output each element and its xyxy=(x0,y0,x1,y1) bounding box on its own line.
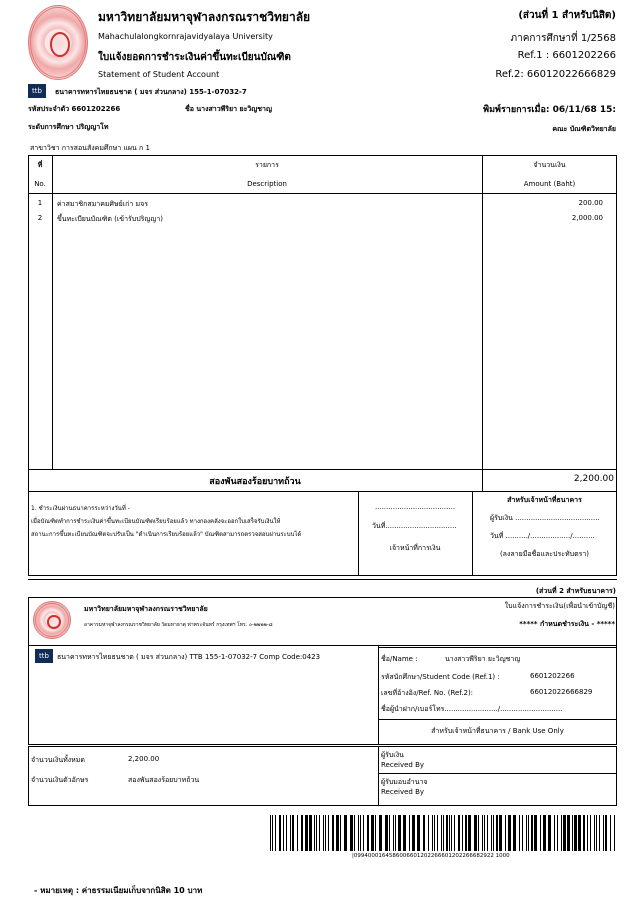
barcode-bar xyxy=(548,815,551,851)
note-line: 1. ชำระเงินผ่านธนาคารระหว่างวันที่ - xyxy=(31,505,130,512)
received-en: Received By xyxy=(381,761,425,769)
university-name-th-2: มหาวิทยาลัยมหาจุฬาลงกรณราชวิทยาลัย xyxy=(84,605,208,613)
barcode-bar xyxy=(290,815,291,851)
barcode-bar xyxy=(379,815,382,851)
bank-use-only: สำหรับเจ้าหน้าที่ธนาคาร / Bank Use Only xyxy=(431,727,564,735)
total-text: สองพันสองร้อยบาทถ้วน xyxy=(209,477,301,487)
barcode-bar xyxy=(508,815,511,851)
barcode-bar xyxy=(286,815,287,851)
divider xyxy=(28,469,617,470)
part-label: (ส่วนที่ 1 สำหรับนิสิต) xyxy=(518,10,616,21)
barcode-bar xyxy=(398,815,401,851)
barcode-bar xyxy=(446,815,448,851)
ref-value: 66012022666829 xyxy=(530,688,593,696)
barcode-bar xyxy=(316,815,317,851)
barcode-bar xyxy=(363,815,364,851)
barcode-bar xyxy=(528,815,529,851)
barcode-bar xyxy=(332,815,334,851)
barcode-bar xyxy=(449,815,450,851)
divider xyxy=(52,155,53,469)
barcode-bar xyxy=(526,815,527,851)
col-desc-en: Description xyxy=(247,180,287,188)
barcode-bar xyxy=(474,815,477,851)
barcode xyxy=(270,815,615,851)
received-by xyxy=(381,750,424,770)
barcode-bar xyxy=(554,815,555,851)
barcode-bar xyxy=(441,815,442,851)
barcode-bar xyxy=(468,815,471,851)
barcode-bar xyxy=(519,815,520,851)
divider xyxy=(378,746,379,806)
barcode-bar xyxy=(458,815,460,851)
row-no: 2 xyxy=(37,214,43,222)
barcode-bar xyxy=(437,815,438,851)
barcode-bar xyxy=(360,815,361,851)
barcode-bar xyxy=(443,815,444,851)
officer-signature-line: .................................... xyxy=(374,503,456,511)
divider xyxy=(482,155,483,491)
divider xyxy=(28,645,617,646)
barcode-bar xyxy=(543,815,546,851)
barcode-bar xyxy=(499,815,502,851)
barcode-bar xyxy=(531,815,533,851)
note-line: เมื่อบัณฑิตทำการชำระเงินค่าขึ้นทะเบียนบัณฑิตเรียบร้อยแล้ว ทางกองคลังจะออกใบเสร็จรับเงินให้ xyxy=(31,518,281,525)
slip-title: ใบแจ้งการชำระเงิน(เพื่อนำเข้าบัญชี) xyxy=(504,602,615,610)
total-label: จำนวนเงินทั้งหมด xyxy=(31,756,85,764)
barcode-bar xyxy=(451,815,452,851)
barcode-bar xyxy=(484,815,485,851)
barcode-bar xyxy=(389,815,390,851)
barcode-bar xyxy=(409,815,410,851)
payment-notes xyxy=(31,502,301,541)
barcode-bar xyxy=(594,815,595,851)
student-code-label: รหัสนักศึกษา/Student Code (Ref.1) : xyxy=(381,673,500,681)
barcode-bar xyxy=(319,815,320,851)
barcode-bar xyxy=(314,815,315,851)
received-th: ผู้รับเงิน xyxy=(381,751,404,759)
name-value: นางสาวพีริยา ยะวิญชาญ xyxy=(445,655,521,663)
cut-line xyxy=(28,579,617,580)
barcode-bar xyxy=(599,815,600,851)
barcode-bar xyxy=(603,815,604,851)
barcode-bar xyxy=(275,815,276,851)
divider xyxy=(28,491,617,492)
divider xyxy=(28,193,617,194)
divider xyxy=(378,719,617,720)
row-description: ค่าสมาชิกสมาคมศิษย์เก่า มจร xyxy=(57,200,148,208)
barcode-bar xyxy=(572,815,573,851)
bank-officer-title: สำหรับเจ้าหน้าที่ธนาคาร xyxy=(507,496,582,504)
barcode-bar xyxy=(279,815,281,851)
university-seal xyxy=(28,5,88,80)
education-level: ระดับการศึกษา ปริญญาโท xyxy=(28,123,109,131)
barcode-bar xyxy=(350,815,353,851)
barcode-bar xyxy=(371,815,374,851)
col-no-en: No. xyxy=(34,180,46,188)
barcode-bar xyxy=(283,815,284,851)
barcode-bar xyxy=(340,815,341,851)
bank-account-2: ธนาคารทหารไทยธนชาต ( มจร ส่วนกลาง) TTB 155-1-07032-7 Comp Code:0423 xyxy=(57,653,321,661)
receiver-line: ผู้รับเงิน ...................................... xyxy=(490,514,600,522)
barcode-bar xyxy=(590,815,591,851)
barcode-bar xyxy=(487,815,488,851)
col-no-th: ที่ xyxy=(37,161,43,169)
authorized-th: ผู้รับมอบอำนาจ xyxy=(381,778,428,786)
barcode-bar xyxy=(567,815,570,851)
barcode-bar xyxy=(587,815,588,851)
barcode-bar xyxy=(395,815,396,851)
amount-text-value: สองพันสองร้อยบาทถ้วน xyxy=(128,776,200,784)
barcode-number: |0994000164586006601202266601202266682922 1000 xyxy=(352,853,510,859)
barcode-bar xyxy=(614,815,615,851)
barcode-bar xyxy=(270,815,271,851)
document-title-en: Statement of Student Account xyxy=(98,70,220,79)
amount-text-label: จำนวนเงินตัวอักษร xyxy=(31,776,89,784)
barcode-bar xyxy=(561,815,562,851)
authorized-en: Received By xyxy=(381,788,425,796)
officer-date: วันที่................................ xyxy=(372,522,457,530)
ref-label: เลขที่อ้างอิง/Ref. No. (Ref.2): xyxy=(381,689,474,697)
printed-date: พิมพ์รายการเมื่อ: 06/11/68 15: xyxy=(483,105,616,115)
barcode-bar xyxy=(417,815,420,851)
row-amount: 2,000.00 xyxy=(571,214,603,222)
depositor-line: ชื่อผู้นำฝาก/เบอร์โทร......................../............................ xyxy=(381,705,563,713)
barcode-bar xyxy=(336,815,339,851)
barcode-bar xyxy=(605,815,607,851)
col-amount-th: จำนวนเงิน xyxy=(533,161,566,169)
document-title-th: ใบแจ้งยอดการชำระเงินค่าขึ้นทะเบียนบัณฑิต xyxy=(98,52,291,63)
university-name-th: มหาวิทยาลัยมหาจุฬาลงกรณราชวิทยาลัย xyxy=(98,10,311,24)
barcode-bar xyxy=(534,815,537,851)
barcode-bar xyxy=(354,815,355,851)
barcode-bar xyxy=(434,815,435,851)
student-code-value: 6601202266 xyxy=(530,672,575,680)
faculty: คณะ บัณฑิตวิทยาลัย xyxy=(552,125,616,133)
row-description: ขึ้นทะเบียนบัณฑิต (เข้ารับปริญญา) xyxy=(57,215,164,223)
barcode-bar xyxy=(557,815,558,851)
date-line: วันที่ ........../................../.......... xyxy=(490,532,595,540)
barcode-bar xyxy=(323,815,324,851)
part2-label: (ส่วนที่ 2 สำหรับธนาคาร) xyxy=(535,587,616,595)
barcode-bar xyxy=(505,815,506,851)
barcode-bar xyxy=(462,815,463,851)
barcode-bar xyxy=(610,815,611,851)
university-address: อาคารมหาจุฬาลงกรณราชวิทยาลัย วัดมหาธาตุ ท่าพระจันทร์ กรุงเทพฯ โทร. ๐-๒๒๒๒-๘ xyxy=(84,622,273,628)
barcode-bar xyxy=(412,815,415,851)
barcode-bar xyxy=(297,815,298,851)
name-label: ชื่อ/Name : xyxy=(381,655,418,663)
barcode-bar xyxy=(583,815,585,851)
barcode-bar xyxy=(393,815,394,851)
barcode-bar xyxy=(367,815,369,851)
barcode-bar xyxy=(478,815,479,851)
due-date: ***** กำหนดชำระเงิน - ***** xyxy=(519,620,615,628)
barcode-bar xyxy=(325,815,326,851)
barcode-bar xyxy=(375,815,376,851)
col-amount-en: Amount (Baht) xyxy=(523,180,576,188)
barcode-bar xyxy=(482,815,483,851)
barcode-bar xyxy=(493,815,494,851)
barcode-bar xyxy=(292,815,294,851)
signature-note: (ลงลายมือชื่อและประทับตรา) xyxy=(499,550,590,558)
divider xyxy=(378,647,617,648)
row-no: 1 xyxy=(37,199,43,207)
total-value: 2,200.00 xyxy=(128,755,160,763)
barcode-bar xyxy=(563,815,566,851)
barcode-bar xyxy=(596,815,597,851)
barcode-bar xyxy=(540,815,541,851)
barcode-bar xyxy=(301,815,303,851)
authorized-by xyxy=(381,777,428,797)
barcode-bar xyxy=(305,815,308,851)
barcode-bar xyxy=(428,815,429,851)
row-amount: 200.00 xyxy=(578,199,603,207)
barcode-bar xyxy=(403,815,406,851)
amount-box xyxy=(28,746,617,806)
total-amount: 2,200.00 xyxy=(573,474,614,484)
student-name: ชื่อ นางสาวพีริยา ยะวิญชาญ xyxy=(185,105,272,113)
barcode-bar xyxy=(454,815,455,851)
barcode-bar xyxy=(309,815,312,851)
barcode-bar xyxy=(578,815,581,851)
ref1: Ref.1 : 6601202266 xyxy=(517,50,616,61)
barcode-bar xyxy=(358,815,359,851)
note-line: สถานะการขึ้นทะเบียนบัณฑิตจะปรับเป็น "ดำเนินการเรียบร้อยแล้ว" บัณฑิตสามารถตรวจสอบผ่านระบบได้ xyxy=(31,531,302,538)
barcode-bar xyxy=(491,815,492,851)
university-seal-small xyxy=(33,601,71,639)
barcode-bar xyxy=(513,815,516,851)
remark: - หมายเหตุ : ค่าธรรมเนียมเก็บจากนิสิต 10 บาท xyxy=(34,886,203,895)
barcode-bar xyxy=(522,815,523,851)
finance-officer-label: เจ้าหน้าที่การเงิน xyxy=(389,544,441,552)
barcode-bar xyxy=(432,815,433,851)
barcode-bar xyxy=(423,815,425,851)
barcode-bar xyxy=(328,815,329,851)
barcode-bar xyxy=(465,815,467,851)
barcode-bar xyxy=(574,815,577,851)
divider xyxy=(378,773,617,774)
student-id: รหัสประจำตัว 6601202266 xyxy=(28,105,121,113)
semester: ภาคการศึกษาที่ 1/2568 xyxy=(510,33,616,44)
bank-logo: ttb xyxy=(28,84,46,98)
major: สาขาวิชา การสอนสังคมศึกษา แผน ก 1 xyxy=(30,144,150,152)
bank-logo-2: ttb xyxy=(35,649,53,663)
barcode-bar xyxy=(496,815,498,851)
col-desc-th: รายการ xyxy=(255,161,279,169)
bank-account: ธนาคารทหารไทยธนชาต ( มจร ส่วนกลาง) 155-1-07032-7 xyxy=(55,88,247,96)
barcode-bar xyxy=(272,815,273,851)
ref2: Ref.2: 66012022666829 xyxy=(495,69,616,80)
university-name-en: Mahachulalongkornrajavidyalaya University xyxy=(98,32,273,41)
barcode-bar xyxy=(385,815,388,851)
barcode-bar xyxy=(344,815,347,851)
